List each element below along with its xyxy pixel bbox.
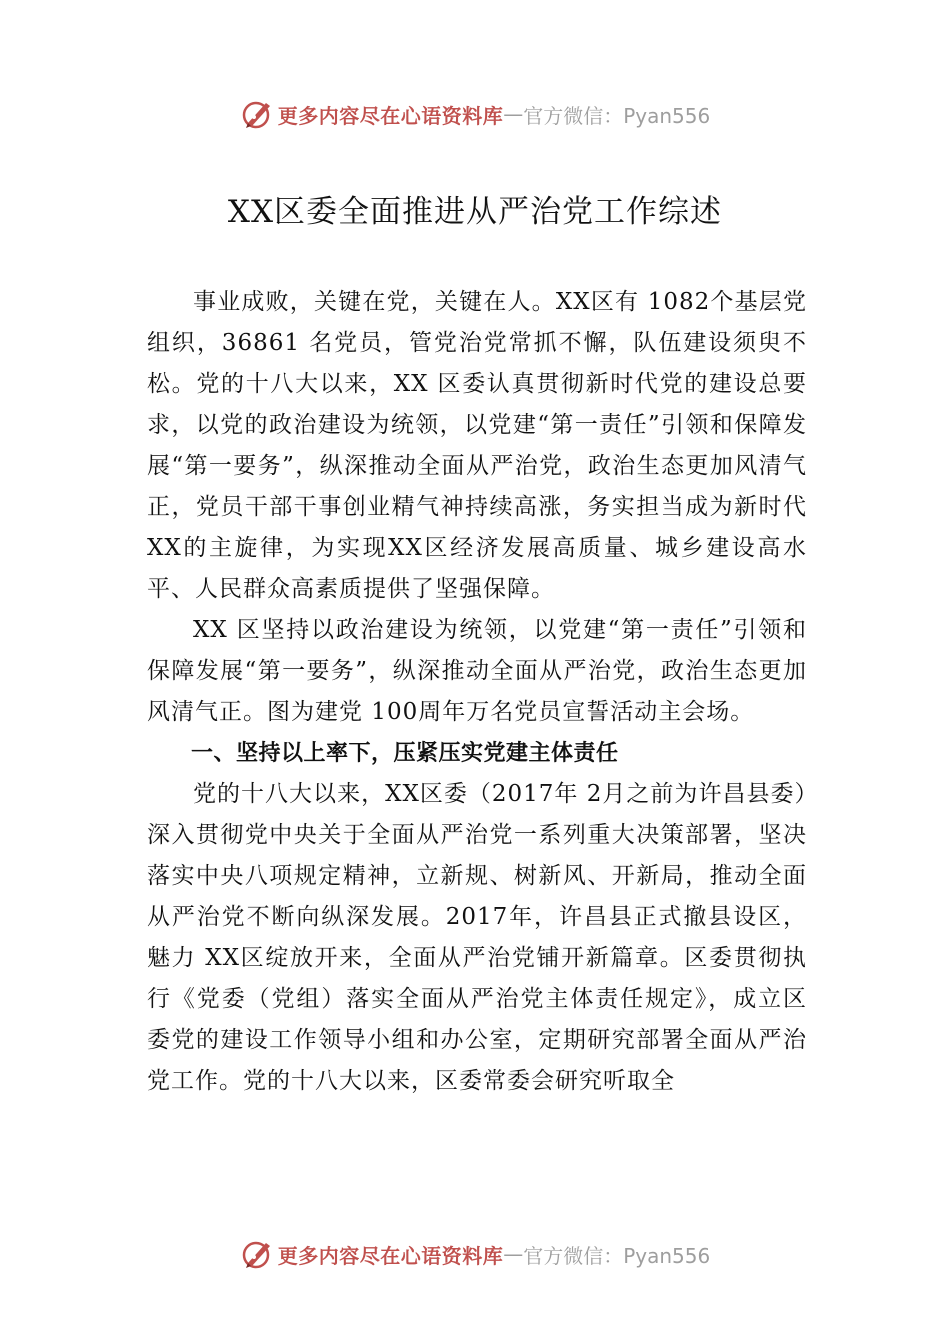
pen-logo-icon xyxy=(240,1237,274,1271)
pen-logo-icon xyxy=(240,97,274,131)
section-heading: 一、坚持以上率下，压紧压实党建主体责任 xyxy=(191,741,619,766)
document-title: XX区委全面推进从严治党工作综述 xyxy=(227,194,723,230)
body-paragraph: XX 区坚持以政治建设为统领，以党建“第一责任”引领和保障发展“第一要务”，纵深推动全面从严治党，政治生态更加风清气正。图为建党 100周年万名党员宣誓活动主会场。 xyxy=(147,617,807,725)
banner-dash: — xyxy=(503,1242,524,1266)
header-banner xyxy=(0,94,950,134)
banner-brand-text: 更多内容尽在心语资料库 xyxy=(277,103,504,128)
banner-dash: — xyxy=(503,102,524,126)
banner-wechat-text: 官方微信：Pyan556 xyxy=(523,1243,711,1268)
body-paragraph: 事业成败，关键在党，关键在人。XX区有 1082个基层党组织，36861 名党员，管党治党常抓不懈，队伍建设须臾不松。党的十八大以来，XX 区委认真贯彻新时代党的建设总要求，以党的政治建设为统领，以党建“第一责任”引领和保障发展“第一要务”，纵深推动全面从严治党，政治生态更加风清气正，党员干部干事创业精气神持续高涨，务实担当成为新时代XX的主旋律，为实现XX区经济发展高质量、城乡建设高水平、人民群众高素质提供了坚强保障。 xyxy=(147,289,807,602)
section-paragraph: 党的十八大以来，XX区委（2017年 2月之前为许昌县委）深入贯彻党中央关于全面从严治党一系列重大决策部署，坚决落实中央八项规定精神，立新规、树新风、开新局，推动全面从严治党不断向纵深发展。2017年，许昌县正式撤县设区，魅力 XX区绽放开来，全面从严治党铺开新篇章。区委贯彻执行《党委（党组）落实全面从严治党主体责任规定》，成立区委党的建设工作领导小组和办公室，定期研究部署全面从严治党工作。党的十八大以来，区委常委会研究听取全 xyxy=(147,781,807,1094)
document-body xyxy=(147,282,807,1102)
footer-banner xyxy=(0,1234,950,1274)
banner-wechat-text: 官方微信：Pyan556 xyxy=(523,103,711,128)
banner-brand-text: 更多内容尽在心语资料库 xyxy=(277,1243,504,1268)
